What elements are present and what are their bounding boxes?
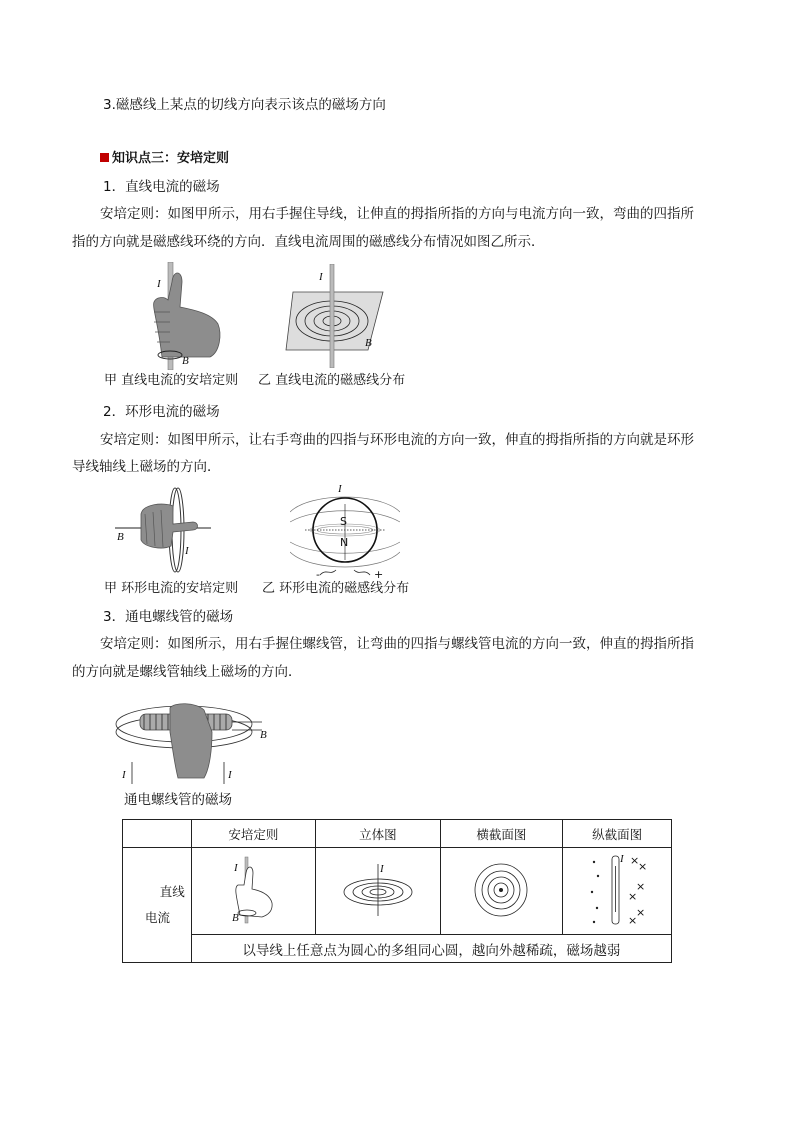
paragraph-3a: 安培定则：如图所示，用右手握住螺线管，让弯曲的四指与螺线管电流的方向一致，伸直的拇指所指 — [100, 636, 694, 652]
section-title: 知识点三：安培定则 — [112, 151, 230, 166]
table-header-cell: 横截面图 — [440, 820, 562, 848]
label-I: I — [338, 483, 342, 495]
label-cross: × — [628, 913, 638, 927]
paragraph-1a: 安培定则：如图甲所示，用右手握住导线，让伸直的拇指所指的方向与电流方向一致，弯曲的四指所 — [100, 206, 694, 222]
straight-wire-hand-figure — [140, 262, 230, 370]
text-line-1: 3.磁感线上某点的切线方向表示该点的磁场方向 — [103, 97, 386, 113]
row-label-line: 直线 — [159, 884, 185, 899]
label-I: I — [228, 769, 232, 781]
caption-1a: 甲 直线电流的安培定则 — [104, 373, 239, 388]
table-header-cell: 立体图 — [316, 820, 441, 848]
section-header — [100, 149, 229, 169]
label-B: B — [365, 337, 372, 349]
label-I: I — [379, 862, 384, 875]
label-cross: × — [630, 853, 640, 867]
table-header-row — [123, 820, 672, 848]
straight-wire-field-figure — [285, 264, 385, 368]
longitudinal-section-icon — [572, 852, 662, 928]
paragraph-2b: 导线轴线上磁场的方向． — [72, 459, 221, 475]
label-plus: + — [374, 568, 384, 580]
label-B: B — [117, 531, 124, 543]
label-I: I — [185, 545, 189, 557]
row-label — [123, 848, 192, 963]
heading-solenoid: 3．通电螺线管的磁场 — [103, 609, 234, 625]
3d-view-icon — [338, 860, 418, 920]
row-label-line: 电流 — [145, 910, 171, 925]
table-header-cell: 安培定则 — [191, 820, 315, 848]
loop-field-figure — [290, 482, 400, 580]
table-note: 以导线上任意点为圆心的多组同心圆，越向外越稀疏，磁场越弱 — [191, 935, 671, 963]
caption-1b: 乙 直线电流的磁感线分布 — [258, 373, 406, 388]
label-N: N — [340, 536, 349, 549]
caption-2b: 乙 环形电流的磁感线分布 — [262, 581, 410, 596]
ampere-rule-cell — [191, 848, 315, 935]
ampere-rule-icon — [218, 855, 288, 925]
table-row — [123, 935, 672, 963]
label-I: I — [620, 852, 624, 865]
caption-3: 通电螺线管的磁场 — [124, 792, 232, 808]
paragraph-3b: 的方向就是螺线管轴线上磁场的方向． — [72, 664, 302, 680]
caption-2a: 甲 环形电流的安培定则 — [104, 581, 239, 596]
heading-loop-current: 2．环形电流的磁场 — [103, 404, 220, 420]
label-B: B — [260, 729, 267, 741]
label-cross: × — [636, 879, 646, 893]
cross-section-icon — [466, 855, 536, 925]
label-I: I — [234, 861, 239, 874]
label-B: B — [232, 911, 240, 924]
label-B: B — [182, 355, 189, 367]
label-cross: × — [638, 859, 648, 873]
paragraph-2a: 安培定则：如图甲所示，让右手弯曲的四指与环形电流的方向一致，伸直的拇指所指的方向就是环形 — [100, 432, 694, 448]
solenoid-figure — [112, 692, 272, 788]
label-cross: × — [636, 905, 646, 919]
paragraph-1b: 指的方向就是磁感线环绕的方向．直线电流周围的磁感线分布情况如图乙所示． — [72, 234, 545, 250]
3d-view-cell — [316, 848, 441, 935]
label-I: I — [319, 271, 323, 283]
loop-hand-figure — [113, 484, 213, 578]
red-square-icon — [100, 153, 109, 162]
magnetic-field-table — [122, 819, 672, 963]
label-cross: × — [628, 889, 638, 903]
heading-straight-current: 1．直线电流的磁场 — [103, 179, 220, 195]
cross-section-cell — [440, 848, 562, 935]
longitudinal-section-cell — [563, 848, 672, 935]
label-S: S — [340, 515, 347, 528]
label-minus: - — [316, 568, 320, 580]
label-I: I — [122, 769, 126, 781]
table-row — [123, 848, 672, 935]
table-header-cell — [123, 820, 192, 848]
label-I: I — [157, 278, 161, 290]
table-header-cell: 纵截面图 — [563, 820, 672, 848]
